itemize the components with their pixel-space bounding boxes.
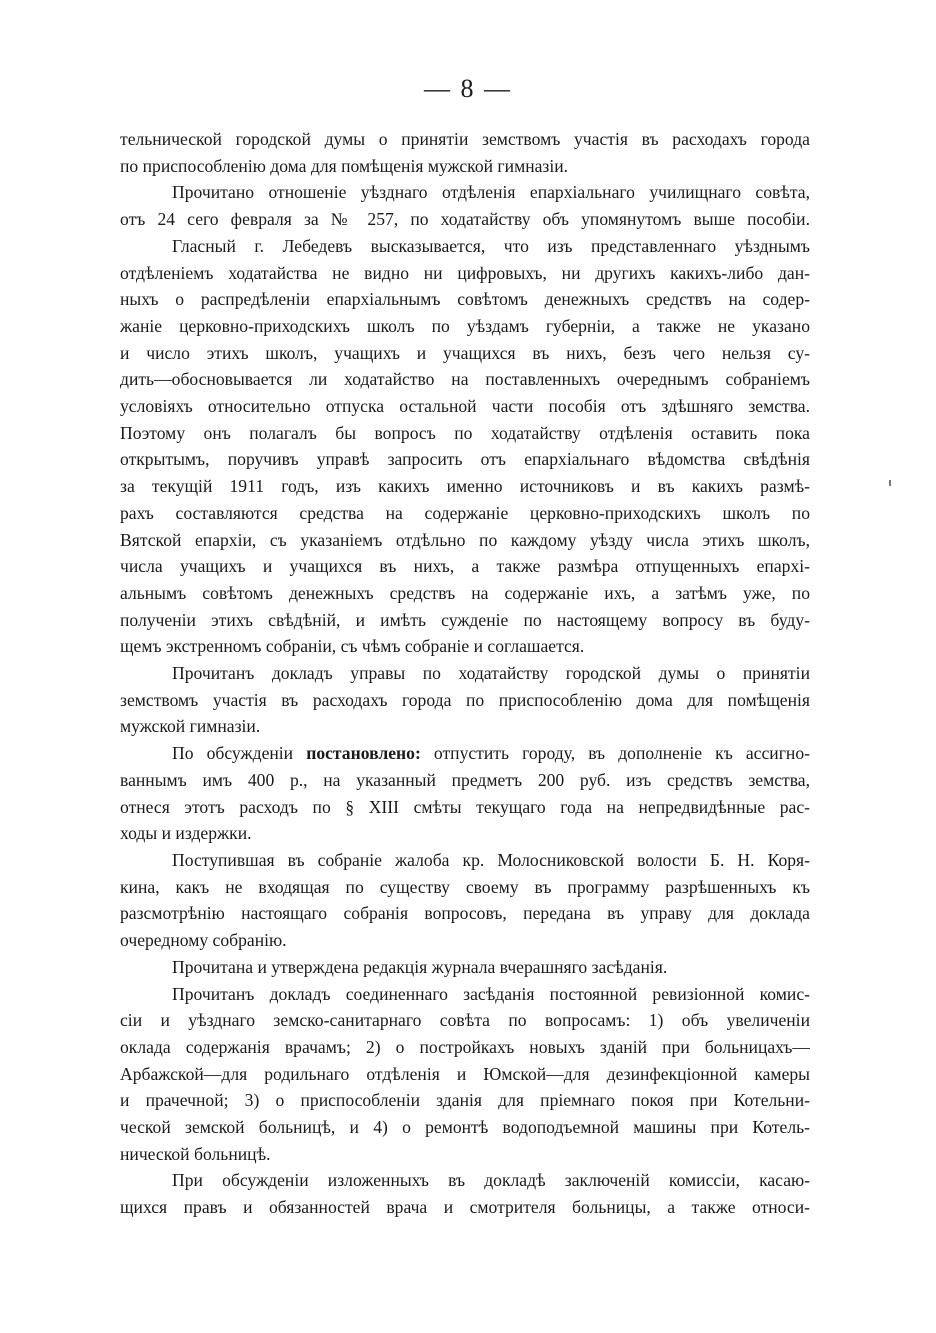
text-line: кина, какъ не входящая по существу своему въ программу разрѣшенныхъ къ (120, 876, 810, 897)
text-line: нической больницѣ. (120, 1143, 271, 1164)
text-line: Поступившая въ собраніе жалоба кр. Молосниковской волости Б. Н. Коря- (172, 849, 810, 870)
text-line: Прочитанъ докладъ управы по ходатайству городской думы о принятіи (172, 663, 810, 684)
text-line: тельнической городской думы о принятіи земствомъ участія въ расходахъ города (120, 129, 810, 149)
text-line: числа учащихъ и учащихся въ нихъ, а также размѣра отпущенныхъ епархі- (120, 556, 810, 577)
margin-mark (889, 480, 891, 486)
text-line: очередному собранію. (120, 930, 287, 951)
text-line: щихся правъ и обязанностей врача и смотрителя больницы, а также относи- (120, 1197, 810, 1218)
paragraph-6 (120, 847, 810, 954)
text-run: отпустить городу, въ дополненіе къ ассигно- (433, 743, 810, 764)
text-run: По обсужденіи (172, 743, 294, 764)
body-text (120, 126, 810, 1221)
text-line: сіи и уѣзднаго земско-санитарнаго совѣта по вопросамъ: 1) объ увеличеніи (120, 1010, 810, 1031)
text-line: рахъ составляются средства на содержаніе церковно-приходскихъ школъ по (120, 502, 810, 523)
text-line: дить—обосновывается ли ходатайство на поставленныхъ очереднымъ собраніемъ (120, 369, 810, 390)
text-line: земствомъ участія въ расходахъ города по приспособленію дома для помѣщенія (120, 689, 810, 710)
text-line: Поэтому онъ полагалъ бы вопросъ по ходатайству отдѣленія оставить пока (120, 422, 810, 443)
resolution-keyword: постановлено: (306, 743, 421, 764)
paragraph-2 (120, 179, 810, 232)
paragraph-8 (120, 981, 810, 1168)
text-line: ваннымъ имъ 400 р., на указанный предметъ 200 руб. изъ средствъ земства, (120, 769, 810, 790)
text-line: открытымъ, поручивъ управѣ запросить отъ епархіальнаго вѣдомства свѣдѣнія (120, 449, 810, 470)
paragraph-1 (120, 126, 810, 179)
text-line: отнеся этотъ расходъ по § XIII смѣты текущаго года на непредвидѣнные рас- (120, 796, 810, 817)
text-line: мужской гимназіи. (120, 716, 261, 737)
text-line: При обсужденіи изложенныхъ въ докладѣ заключеній комиссіи, касаю- (172, 1170, 810, 1191)
text-line: Вятской епархіи, съ указаніемъ отдѣльно по каждому уѣзду числа этихъ школъ, (120, 529, 810, 550)
paragraph-7 (120, 954, 810, 981)
paragraph-4 (120, 660, 810, 740)
text-line: по приспособленію дома для помѣщенія мужской гимназіи. (120, 155, 569, 176)
text-line: отъ 24 сего февраля за № 257, по ходатайству объ упомянутомъ выше пособіи. (120, 209, 810, 230)
page-number: — 8 — (424, 74, 512, 103)
text-line: Арбажской—для родильнаго отдѣленія и Юмской—для дезинфекціонной камеры (120, 1063, 810, 1084)
text-line: щемъ экстренномъ собраніи, съ чѣмъ собраніе и соглашается. (120, 636, 585, 657)
text-line: условіяхъ относительно отпуска остальной части пособія отъ здѣшняго земства. (120, 396, 810, 417)
text-line: оклада содержанія врачамъ; 2) о постройкахъ новыхъ зданій при больницахъ— (120, 1036, 810, 1057)
text-line: за текущій 1911 годъ, изъ какихъ именно источниковъ и въ какихъ размѣ- (120, 476, 810, 497)
text-line: Прочитана и утверждена редакція журнала вчерашняго засѣданія. (172, 956, 668, 977)
text-line: ныхъ о распредѣленіи епархіальнымъ совѣтомъ денежныхъ средствъ на содер- (120, 289, 810, 310)
text-line: и прачечной; 3) о приспособленіи зданія для пріемнаго покоя при Котельни- (120, 1090, 810, 1111)
text-line: ходы и издержки. (120, 823, 252, 844)
text-line: Гласный г. Лебедевъ высказывается, что изъ представленнаго уѣзднымъ (172, 235, 810, 256)
text-line: отдѣленіемъ ходатайства не видно ни цифровыхъ, ни другихъ какихъ-либо дан- (120, 262, 810, 283)
text-line: жаніе церковно-приходскихъ школъ по уѣздамъ губерніи, а также не указано (120, 315, 810, 336)
text-line: полученіи этихъ свѣдѣній, и имѣть сужденіе по настоящему вопросу въ буду- (120, 609, 810, 630)
text-line (120, 740, 810, 767)
text-line: Прочитано отношеніе уѣзднаго отдѣленія епархіальнаго училищнаго совѣта, (172, 182, 810, 203)
text-line: Прочитанъ докладъ соединеннаго засѣданія постоянной ревизіонной комис- (172, 983, 810, 1004)
text-line: ческой земской больницѣ, и 4) о ремонтѣ водоподъемной машины при Котель- (120, 1117, 810, 1138)
paragraph-9 (120, 1167, 810, 1220)
text-line: разсмотрѣнію настоящаго собранія вопросовъ, передана въ управу для доклада (120, 903, 810, 924)
text-line: и число этихъ школъ, учащихъ и учащихся въ нихъ, безъ чего нельзя су- (120, 342, 810, 363)
paragraph-3 (120, 233, 810, 660)
paragraph-5 (120, 740, 810, 847)
text-line: альнымъ совѣтомъ денежныхъ средствъ на содержаніе ихъ, а затѣмъ уже, по (120, 582, 810, 603)
